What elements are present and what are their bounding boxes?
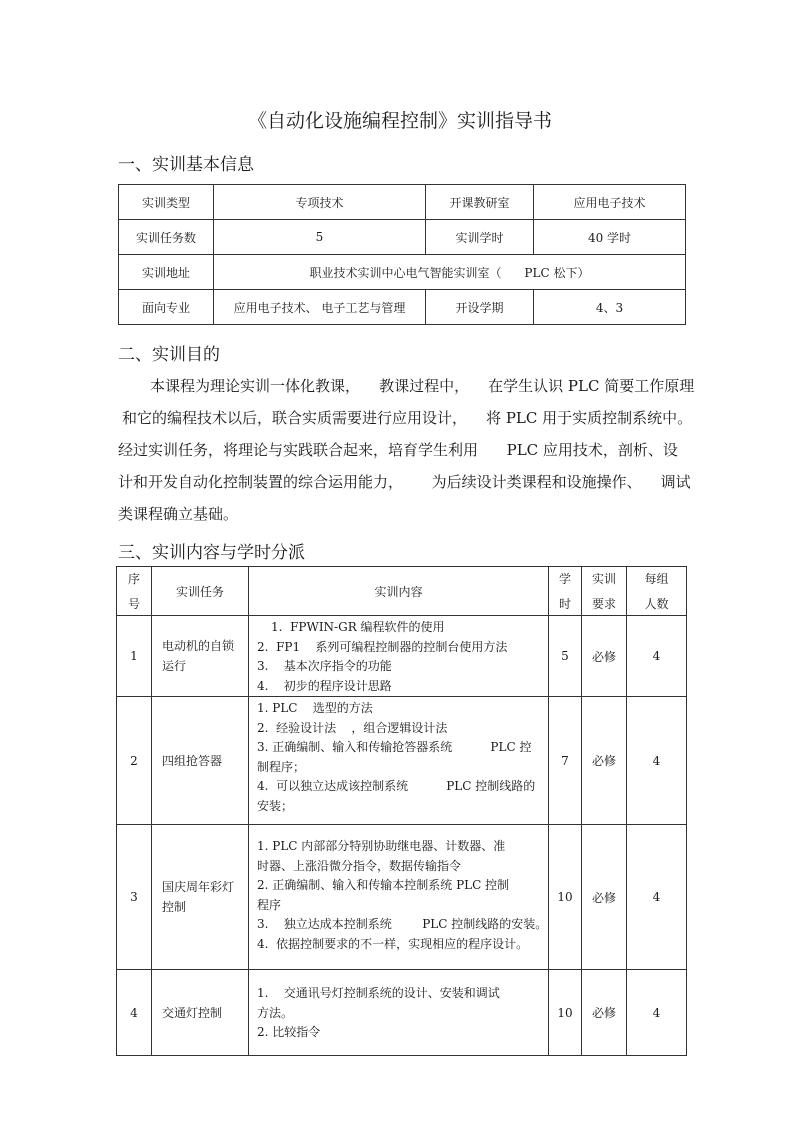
section-heading-content-hours: 三、实训内容与学时分派 (118, 543, 305, 563)
row-task: 国庆周年彩灯 控制 (152, 825, 249, 970)
table-cell: 实训学时 (426, 220, 534, 255)
row-requirement: 必修 (582, 697, 627, 825)
table-row (117, 697, 687, 825)
row-requirement: 必修 (582, 825, 627, 970)
row-requirement: 必修 (582, 616, 627, 697)
row-group-size: 4 (627, 825, 687, 970)
table-row (119, 220, 686, 255)
row-task: 电动机的自锁 运行 (152, 616, 249, 697)
basic-info-table (118, 184, 686, 325)
row-requirement: 必修 (582, 970, 627, 1056)
table-cell: 40 学时 (534, 220, 686, 255)
header-task: 实训任务 (152, 567, 249, 616)
row-task: 四组抢答器 (152, 697, 249, 825)
table-row (119, 290, 686, 325)
task-content-table (116, 566, 687, 1056)
row-group-size: 4 (627, 697, 687, 825)
paragraph-line: 和它的编程技术以后，联合实质需要进行应用设计， 将 PLC 用于实质控制系统中。 (122, 409, 693, 427)
table-header-row (117, 567, 687, 616)
section-heading-basic-info: 一、实训基本信息 (118, 155, 254, 175)
row-task: 交通灯控制 (152, 970, 249, 1056)
table-cell: 应用电子技术 (534, 185, 686, 220)
table-row (117, 825, 687, 970)
row-hours: 7 (549, 697, 582, 825)
paragraph-line: 计和开发自动化控制装置的综合运用能力， 为后续设计类课程和设施操作、 调试 (118, 473, 691, 491)
paragraph-line: 类课程确立基础。 (118, 505, 239, 523)
row-hours: 10 (549, 825, 582, 970)
document-title: 《自动化设施编程控制》实训指导书 (247, 110, 552, 132)
table-cell: 面向专业 (119, 290, 214, 325)
table-cell: 开课教研室 (426, 185, 534, 220)
row-content: 1. FPWIN-GR 编程软件的使用 2. FP1 系列可编程控制器的控制台使用方法 3. 基本次序指令的功能 4. 初步的程序设计思路 (249, 616, 549, 697)
table-cell: 实训类型 (119, 185, 214, 220)
table-cell: 开设学期 (426, 290, 534, 325)
table-cell: 4、3 (534, 290, 686, 325)
section-heading-purpose: 二、实训目的 (118, 345, 220, 365)
row-seq: 3 (117, 825, 152, 970)
row-group-size: 4 (627, 970, 687, 1056)
row-seq: 1 (117, 616, 152, 697)
table-row (117, 616, 687, 697)
table-row (119, 255, 686, 290)
table-cell: 5 (214, 220, 426, 255)
row-hours: 5 (549, 616, 582, 697)
header-requirement: 实训 要求 (582, 567, 627, 616)
table-cell: 专项技术 (214, 185, 426, 220)
row-content: 1. PLC 内部部分特别协助继电器、计数器、准 时器、上涨沿微分指令，数据传输指令 2. 正确编制、输入和传输本控制系统 PLC 控制 程序 3. 独立达成本控制系统 PLC 控制线路的安装。 4. 依据控制要求的不一样，实现相应的程序设计。 (249, 825, 549, 970)
row-content: 1. 交通讯号灯控制系统的设计、安装和调试 方法。 2. 比较指令 (249, 970, 549, 1056)
header-seq: 序 号 (117, 567, 152, 616)
row-hours: 10 (549, 970, 582, 1056)
row-group-size: 4 (627, 616, 687, 697)
paragraph-line: 经过实训任务，将理论与实践联合起来，培育学生利用 PLC 应用技术，剖析、设 (118, 441, 678, 459)
table-cell: 实训地址 (119, 255, 214, 290)
header-hours: 学 时 (549, 567, 582, 616)
row-content: 1. PLC 选型的方法 2. 经验设计法 ，组合逻辑设计法 3. 正确编制、输入和传输抢答器系统 PLC 控 制程序； 4. 可以独立达成该控制系统 PLC 控制线路的 安装； (249, 697, 549, 825)
table-cell: 实训任务数 (119, 220, 214, 255)
header-content: 实训内容 (249, 567, 549, 616)
row-seq: 2 (117, 697, 152, 825)
table-row (117, 970, 687, 1056)
table-cell: 应用电子技术、 电子工艺与管理 (214, 290, 426, 325)
table-cell: 职业技术实训中心电气智能实训室（ PLC 松下） (214, 255, 686, 290)
header-group-size: 每组 人数 (627, 567, 687, 616)
row-seq: 4 (117, 970, 152, 1056)
table-row (119, 185, 686, 220)
paragraph-line: 本课程为理论实训一体化教课， 教课过程中， 在学生认识 PLC 简要工作原理 (150, 377, 695, 395)
